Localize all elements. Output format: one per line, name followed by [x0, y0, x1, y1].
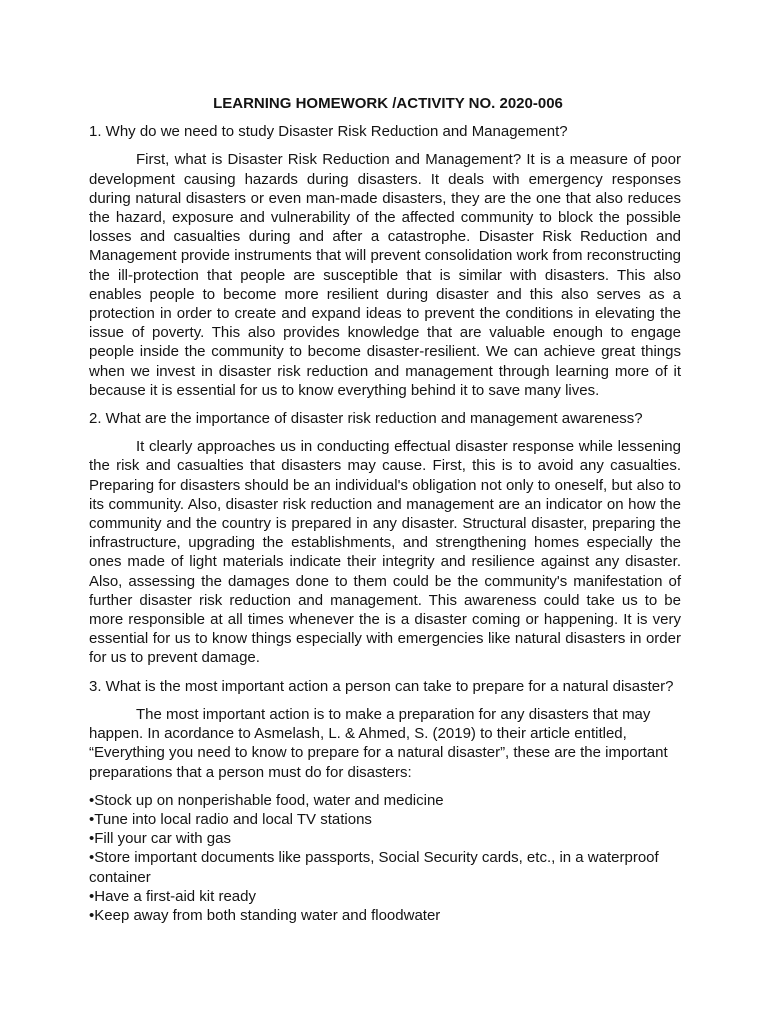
list-item: •Store important documents like passports, Social Security cards, etc., in a waterproof container	[89, 849, 659, 886]
answer-1: First, what is Disaster Risk Reduction and Management? It is a measure of poor development causing hazards during disasters. It deals with emergency responses during natural disasters or even man-made disasters, they are the one that also reduces the hazard, exposure and vulnerability of the affected community to block the possible losses and casualties during and after a catastrophe. Disaster Risk Reduction and Management provide instruments that will prevent consolidation work from reconstructing the ill-protection that people are susceptible that is similar with disasters. This also enables people to become more resilient during disaster and this also serves as a protection in order to create and expand ideas to prevent the conditions in elevating the issue of poverty. This also provides knowledge that are valuable enough to engage people inside the community to become disaster-resilient. We can achieve great things when we invest in disaster risk reduction and management through learning more of it because it is essential for us to know everything behind it to save many lives.	[89, 151, 681, 399]
list-item: •Tune into local radio and local TV stations	[89, 810, 372, 828]
preparation-list	[89, 791, 681, 925]
list-item: •Fill your car with gas	[89, 830, 231, 848]
document-title: LEARNING HOMEWORK /ACTIVITY NO. 2020-006	[213, 95, 563, 112]
question-1: 1. Why do we need to study Disaster Risk Reduction and Management?	[89, 123, 568, 141]
list-item: •Keep away from both standing water and floodwater	[89, 906, 441, 924]
question-3: 3. What is the most important action a person can take to prepare for a natural disaster?	[89, 677, 674, 695]
list-item: •Stock up on nonperishable food, water and medicine	[89, 791, 444, 809]
question-2: 2. What are the importance of disaster risk reduction and management awareness?	[89, 410, 643, 428]
answer-2: It clearly approaches us in conducting effectual disaster response while lessening the risk and casualties that disasters may cause. First, this is to avoid any casualties. Preparing for disasters should be an individual's obligation not only to oneself, but also to its community. Also, disaster risk reduction and management are an indicator on how the community and the country is prepared in any disaster. Structural disaster, preparing the infrastructure, upgrading the establishments, and strengthening homes especially the ones made of light materials indicate their integrity and resilience against any disaster. Also, assessing the damages done to them could be the community's manifestation of further disaster risk reduction and management. This awareness could take us to be more responsible at all times whenever the is a disaster coming or happening. It is very essential for us to know things especially with emergencies like natural disasters in order for us to prevent damage.	[89, 438, 681, 667]
list-item: •Have a first-aid kit ready	[89, 887, 256, 905]
answer-3: The most important action is to make a preparation for any disasters that may happen. In acordance to Asmelash, L. & Ahmed, S. (2019) to their article entitled, “Everything you need to know to prepare for a natural disaster”, these are the important preparations that a person must do for disasters:	[89, 705, 668, 781]
